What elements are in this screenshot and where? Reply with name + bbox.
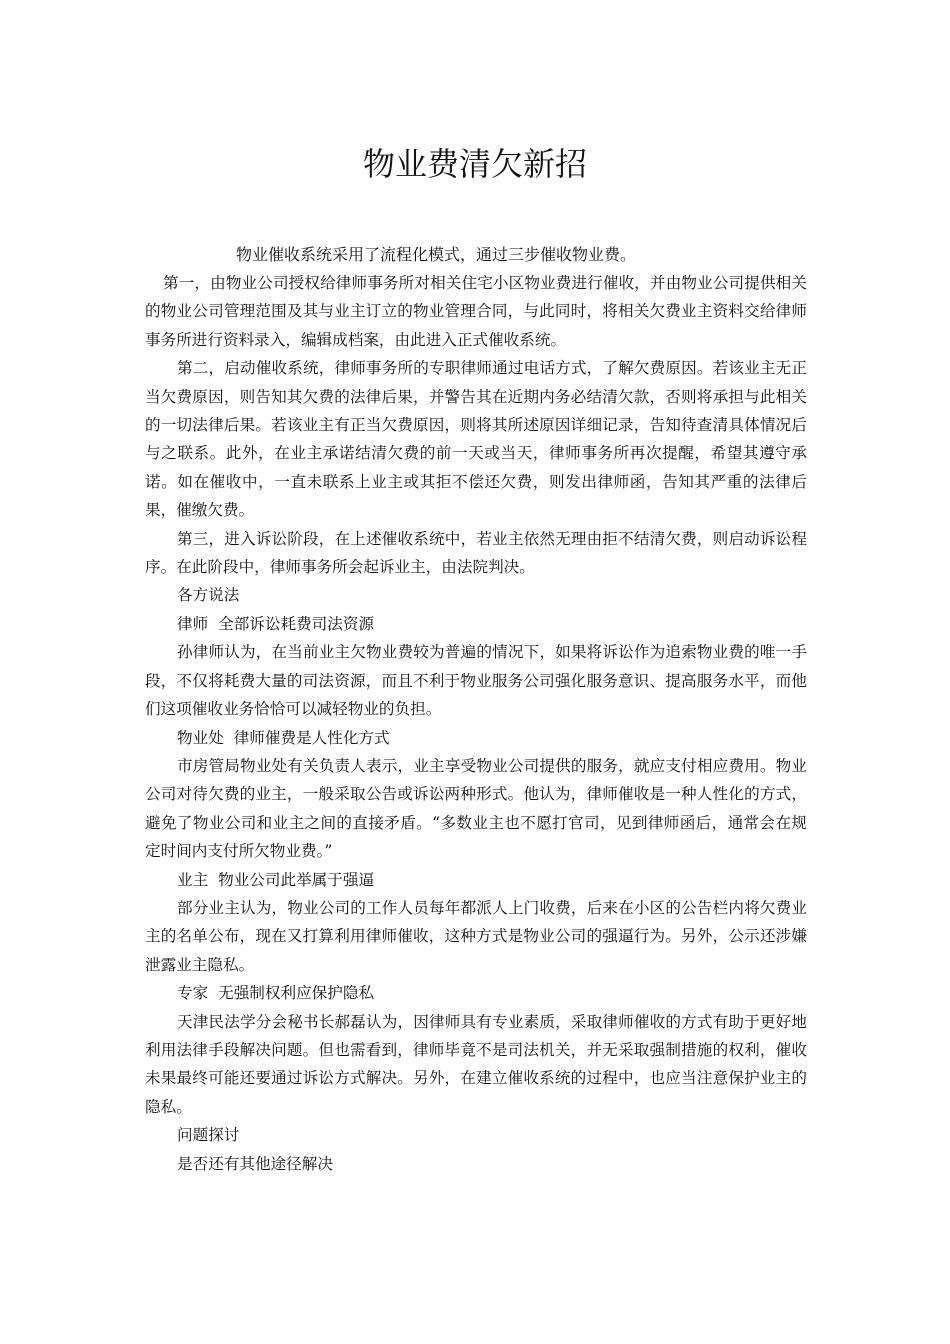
view-text-lawyer: 孙律师认为，在当前业主欠物业费较为普遍的情况下，如果将诉讼作为追索物业费的唯一手段，不仅将耗费大量的司法资源，而且不利于物业服务公司强化服务意识、提高服务水平，而他们这项催收业务恰恰可以减轻物业的负担。 — [145, 643, 807, 719]
view-text-owners: 部分业主认为，物业公司的工作人员每年都派人上门收费，后来在小区的公告栏内将欠费业主的名单公布，现在又打算利用律师催收，这种方式是物业公司的强逼行为。另外，公示还涉嫌泄露业主隐私。 — [145, 898, 807, 974]
view-heading-expert: 专家 无强制权利应保护隐私 — [177, 984, 375, 1003]
page-title: 物业费清欠新招 — [362, 145, 587, 183]
intro-line: 物业催收系统采用了流程化模式，通过三步催收物业费。 — [236, 245, 637, 264]
view-text-expert: 天津民法学分会秘书长郝磊认为，因律师具有专业素质，采取律师催收的方式有助于更好地利用法律手段解决问题。但也需看到，律师毕竟不是司法机关，并无采取强制措施的权利，催收未果最终可能还要通过诉讼方式解决。另外，在建立催收系统的过程中，也应当注意保护业主的隐私。 — [145, 1012, 807, 1116]
paragraph-step-three: 第三，进入诉讼阶段，在上述催收系统中，若业主依然无理由拒不结清欠费，则启动诉讼程序。在此阶段中，律师事务所会起诉业主，由法院判决。 — [145, 529, 807, 577]
paragraph-step-one: 第一，由物业公司授权给律师事务所对相关住宅小区物业费进行催收，并由物业公司提供相关的物业公司管理范围及其与业主订立的物业管理合同，与此同时，将相关欠费业主资料交给律师事务所进行资料录入，编辑成档案，由此进入正式催收系统。 — [145, 274, 807, 349]
document-body — [145, 269, 807, 1178]
section-heading-discussion: 问题探讨 — [177, 1126, 240, 1145]
view-heading-lawyer: 律师 全部诉讼耗费司法资源 — [177, 614, 375, 633]
section-heading-views: 各方说法 — [177, 586, 240, 605]
view-heading-owners: 业主 物业公司此举属于强逼 — [177, 870, 375, 889]
paragraph-step-two: 第二，启动催收系统，律师事务所的专职律师通过电话方式，了解欠费原因。若该业主无正当欠费原因，则告知其欠费的法律后果，并警告其在近期内务必结清欠款，否则将承担与此相关的一切法律后果。若该业主有正当欠费原因，则将其所述原因详细记录，告知待查清具体情况后与之联系。此外，在业主承诺结清欠费的前一天或当天，律师事务所再次提醒，希望其遵守承诺。如在催收中，一直未联系上业主或其拒不偿还欠费，则发出律师函，告知其严重的法律后果，催缴欠费。 — [145, 359, 807, 520]
view-heading-property-office: 物业处 律师催费是人性化方式 — [177, 728, 390, 747]
discussion-subheading: 是否还有其他途径解决 — [177, 1154, 333, 1173]
view-text-property-office: 市房管局物业处有关负责人表示，业主享受物业公司提供的服务，就应支付相应费用。物业公司对待欠费的业主，一般采取公告或诉讼两种形式。他认为，律师催收是一种人性化的方式，避免了物业公司和业主之间的直接矛盾。“多数业主也不愿打官司，见到律师函后，通常会在规定时间内支付所欠物业费。” — [145, 756, 807, 861]
